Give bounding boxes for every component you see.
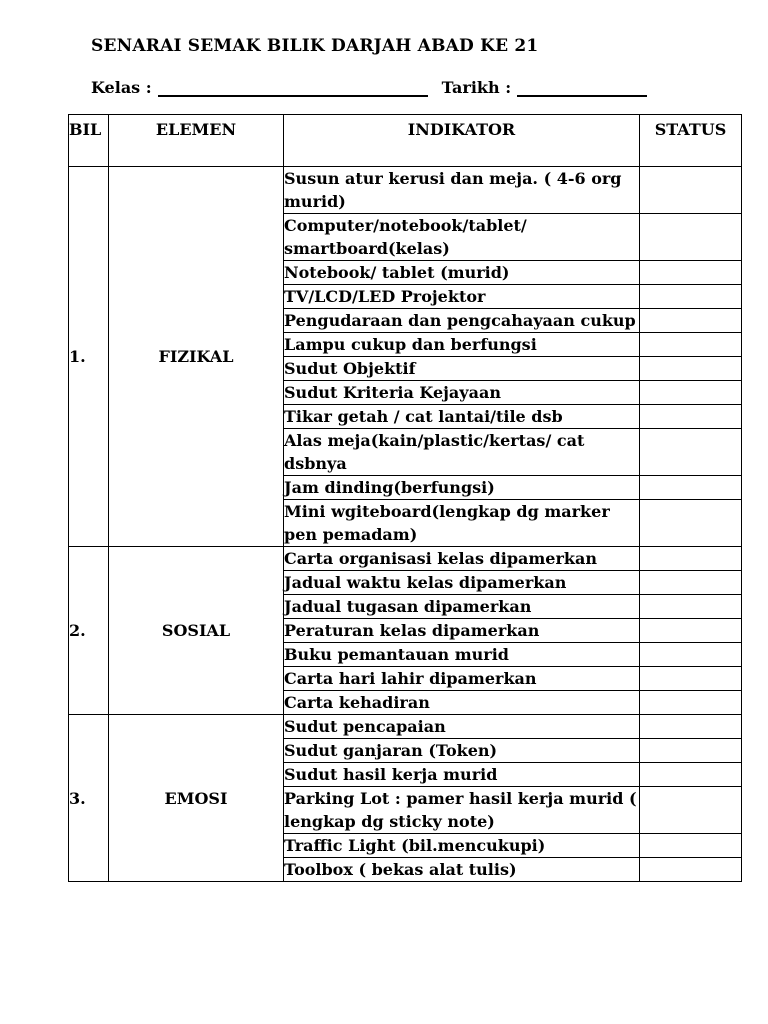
- status-cell[interactable]: [640, 715, 742, 739]
- section-element: FIZIKAL: [109, 167, 284, 547]
- kelas-label: Kelas :: [91, 78, 152, 97]
- status-cell[interactable]: [640, 381, 742, 405]
- status-cell[interactable]: [640, 858, 742, 882]
- indicator-cell: Susun atur kerusi dan meja. ( 4-6 org murid): [284, 167, 640, 214]
- indicator-cell: Parking Lot : pamer hasil kerja murid ( lengkap dg sticky note): [284, 787, 640, 834]
- indicator-cell: Mini wgiteboard(lengkap dg marker pen pemadam): [284, 500, 640, 547]
- section-number: 3.: [69, 715, 109, 882]
- indicator-cell: Carta organisasi kelas dipamerkan: [284, 547, 640, 571]
- table-row: [69, 167, 742, 214]
- checklist-table: [68, 114, 742, 882]
- status-cell[interactable]: [640, 691, 742, 715]
- indicator-cell: Peraturan kelas dipamerkan: [284, 619, 640, 643]
- header-row: [69, 115, 742, 167]
- indicator-cell: Computer/notebook/tablet/ smartboard(kelas): [284, 214, 640, 261]
- kelas-blank-line: [158, 81, 428, 97]
- indicator-cell: Toolbox ( bekas alat tulis): [284, 858, 640, 882]
- indicator-cell: Carta kehadiran: [284, 691, 640, 715]
- tarikh-blank-line: [517, 81, 647, 97]
- indicator-cell: Buku pemantauan murid: [284, 643, 640, 667]
- indicator-cell: Jadual waktu kelas dipamerkan: [284, 571, 640, 595]
- status-cell[interactable]: [640, 429, 742, 476]
- status-cell[interactable]: [640, 667, 742, 691]
- status-cell[interactable]: [640, 834, 742, 858]
- indicator-cell: Sudut Kriteria Kejayaan: [284, 381, 640, 405]
- header-indikator: INDIKATOR: [284, 115, 640, 167]
- table-row: [69, 715, 742, 739]
- table-row: [69, 547, 742, 571]
- indicator-cell: Sudut Objektif: [284, 357, 640, 381]
- status-cell[interactable]: [640, 357, 742, 381]
- document-title: SENARAI SEMAK BILIK DARJAH ABAD KE 21: [91, 36, 539, 56]
- status-cell[interactable]: [640, 309, 742, 333]
- indicator-cell: Notebook/ tablet (murid): [284, 261, 640, 285]
- section-number: 2.: [69, 547, 109, 715]
- status-cell[interactable]: [640, 261, 742, 285]
- status-cell[interactable]: [640, 643, 742, 667]
- status-cell[interactable]: [640, 571, 742, 595]
- section-element: EMOSI: [109, 715, 284, 882]
- indicator-cell: Jam dinding(berfungsi): [284, 476, 640, 500]
- status-cell[interactable]: [640, 500, 742, 547]
- indicator-cell: Traffic Light (bil.mencukupi): [284, 834, 640, 858]
- indicator-cell: Pengudaraan dan pengcahayaan cukup: [284, 309, 640, 333]
- indicator-cell: Jadual tugasan dipamerkan: [284, 595, 640, 619]
- status-cell[interactable]: [640, 739, 742, 763]
- indicator-cell: Tikar getah / cat lantai/tile dsb: [284, 405, 640, 429]
- status-cell[interactable]: [640, 285, 742, 309]
- status-cell[interactable]: [640, 787, 742, 834]
- section-element: SOSIAL: [109, 547, 284, 715]
- status-cell[interactable]: [640, 333, 742, 357]
- section-number: 1.: [69, 167, 109, 547]
- header-bil: BIL: [69, 115, 109, 167]
- status-cell[interactable]: [640, 619, 742, 643]
- indicator-cell: Sudut pencapaian: [284, 715, 640, 739]
- status-cell[interactable]: [640, 547, 742, 571]
- status-cell[interactable]: [640, 763, 742, 787]
- tarikh-label: Tarikh :: [441, 78, 512, 97]
- indicator-cell: Alas meja(kain/plastic/kertas/ cat dsbnya: [284, 429, 640, 476]
- indicator-cell: Lampu cukup dan berfungsi: [284, 333, 640, 357]
- status-cell[interactable]: [640, 167, 742, 214]
- indicator-cell: Carta hari lahir dipamerkan: [284, 667, 640, 691]
- status-cell[interactable]: [640, 405, 742, 429]
- indicator-cell: Sudut hasil kerja murid: [284, 763, 640, 787]
- status-cell[interactable]: [640, 595, 742, 619]
- checklist-body: [69, 167, 742, 882]
- status-cell[interactable]: [640, 476, 742, 500]
- meta-line: [91, 78, 647, 97]
- indicator-cell: TV/LCD/LED Projektor: [284, 285, 640, 309]
- status-cell[interactable]: [640, 214, 742, 261]
- header-status: STATUS: [640, 115, 742, 167]
- header-elemen: ELEMEN: [109, 115, 284, 167]
- indicator-cell: Sudut ganjaran (Token): [284, 739, 640, 763]
